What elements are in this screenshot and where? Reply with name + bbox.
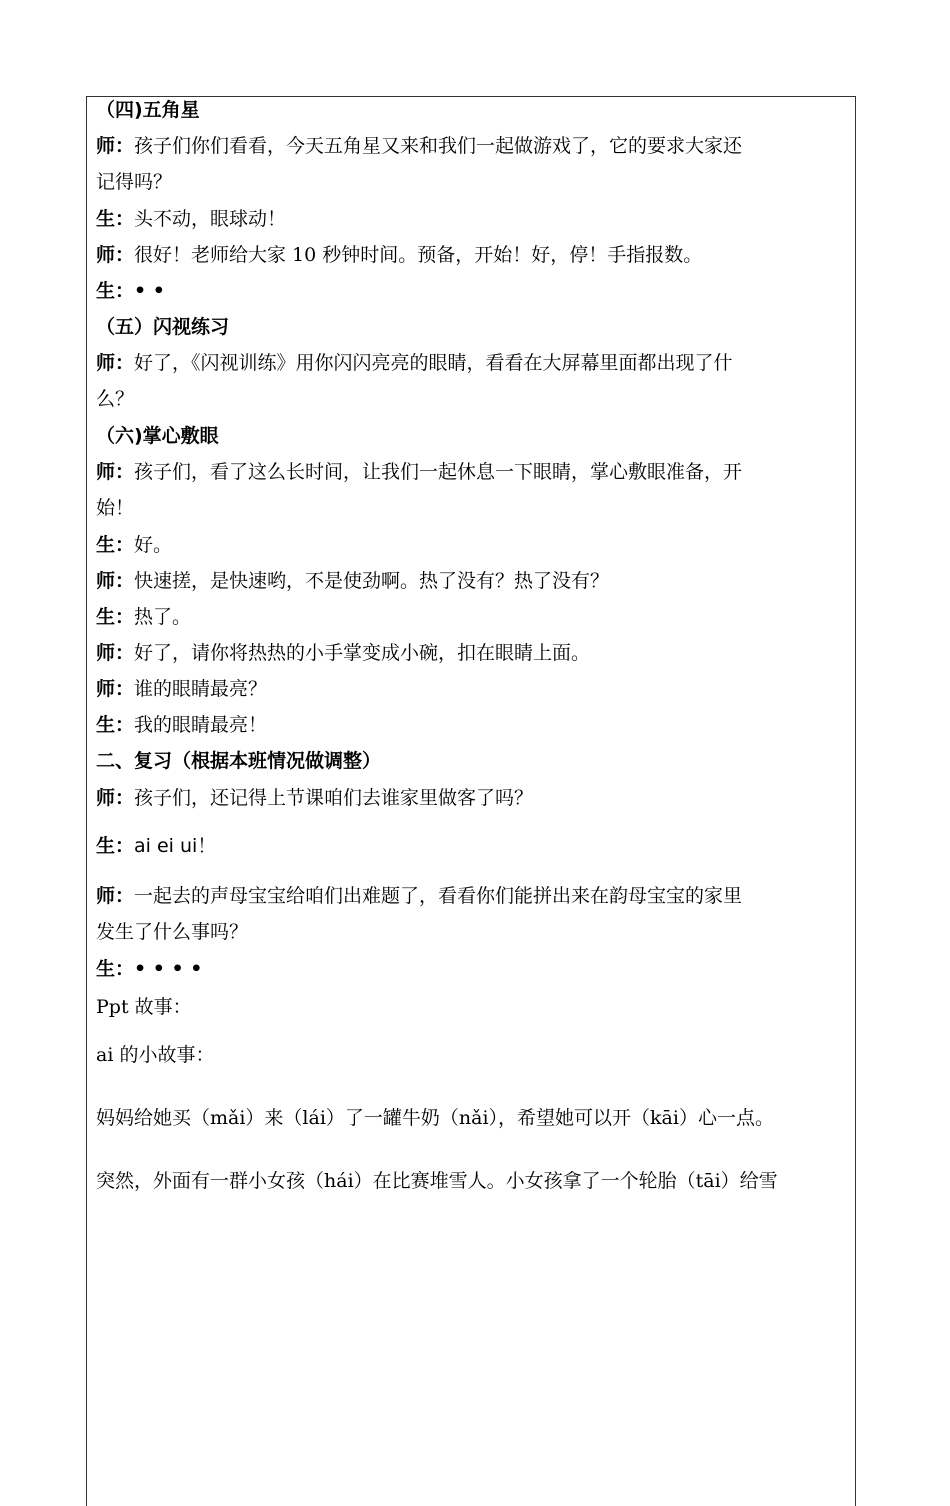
dialogue-line: 发生了什么事吗？ [96, 921, 249, 943]
dialogue-line: 师：孩子们你们看看，今天五角星又来和我们一起做游戏了，它的要求大家还 [96, 135, 743, 157]
dialogue-line: 师：一起去的声母宝宝给咱们出难题了，看看你们能拼出来在韵母宝宝的家里 [96, 885, 743, 907]
section-heading: （四)五角星 [96, 99, 200, 121]
dialogue-line: 生：我的眼睛最亮！ [96, 714, 268, 736]
dialogue-line: 师：孩子们，还记得上节课咱们去谁家里做客了吗？ [96, 787, 534, 809]
dialogue-line: 生：好。 [96, 534, 173, 556]
dialogue-line: 生：• • [96, 280, 165, 302]
section-heading: （六)掌心敷眼 [96, 425, 219, 447]
dialogue-line: 生：• • • • [96, 958, 203, 980]
dialogue-line: 生：头不动，眼球动！ [96, 208, 287, 230]
dialogue-line: 生：热了。 [96, 606, 192, 628]
section-heading: 二、复习（根据本班情况做调整） [96, 750, 382, 772]
dialogue-line: 始！ [96, 497, 135, 519]
dialogue-line: 师：好了，请你将热热的小手掌变成小碗，扣在眼睛上面。 [96, 642, 591, 664]
dialogue-line: 师：谁的眼睛最亮？ [96, 678, 268, 700]
dialogue-line: 师：很好！老师给大家 10 秒钟时间。预备，开始！好，停！手指报数。 [96, 244, 703, 266]
story-text: 突然，外面有一群小女孩（hái）在比赛堆雪人。小女孩拿了一个轮胎（tāi）给雪 [96, 1170, 778, 1192]
dialogue-line: 师：快速搓，是快速哟，不是使劲啊。热了没有？热了没有？ [96, 570, 610, 592]
dialogue-line: 生：ai ei ui！ [96, 835, 217, 857]
dialogue-line: 师：孩子们，看了这么长时间，让我们一起休息一下眼睛，掌心敷眼准备，开 [96, 461, 743, 483]
dialogue-line: 师：好了，《闪视训练》用你闪闪亮亮的眼睛，看看在大屏幕里面都出现了什 [96, 352, 733, 374]
story-label: Ppt 故事： [96, 996, 192, 1018]
dialogue-line: 么？ [96, 388, 135, 410]
story-text: 妈妈给她买（mǎi）来（lái）了一罐牛奶（nǎi），希望她可以开（kāi）心一点。 [96, 1107, 774, 1129]
dialogue-line: 记得吗？ [96, 171, 173, 193]
story-label: ai 的小故事： [96, 1044, 215, 1066]
section-heading: （五）闪视练习 [96, 316, 230, 338]
